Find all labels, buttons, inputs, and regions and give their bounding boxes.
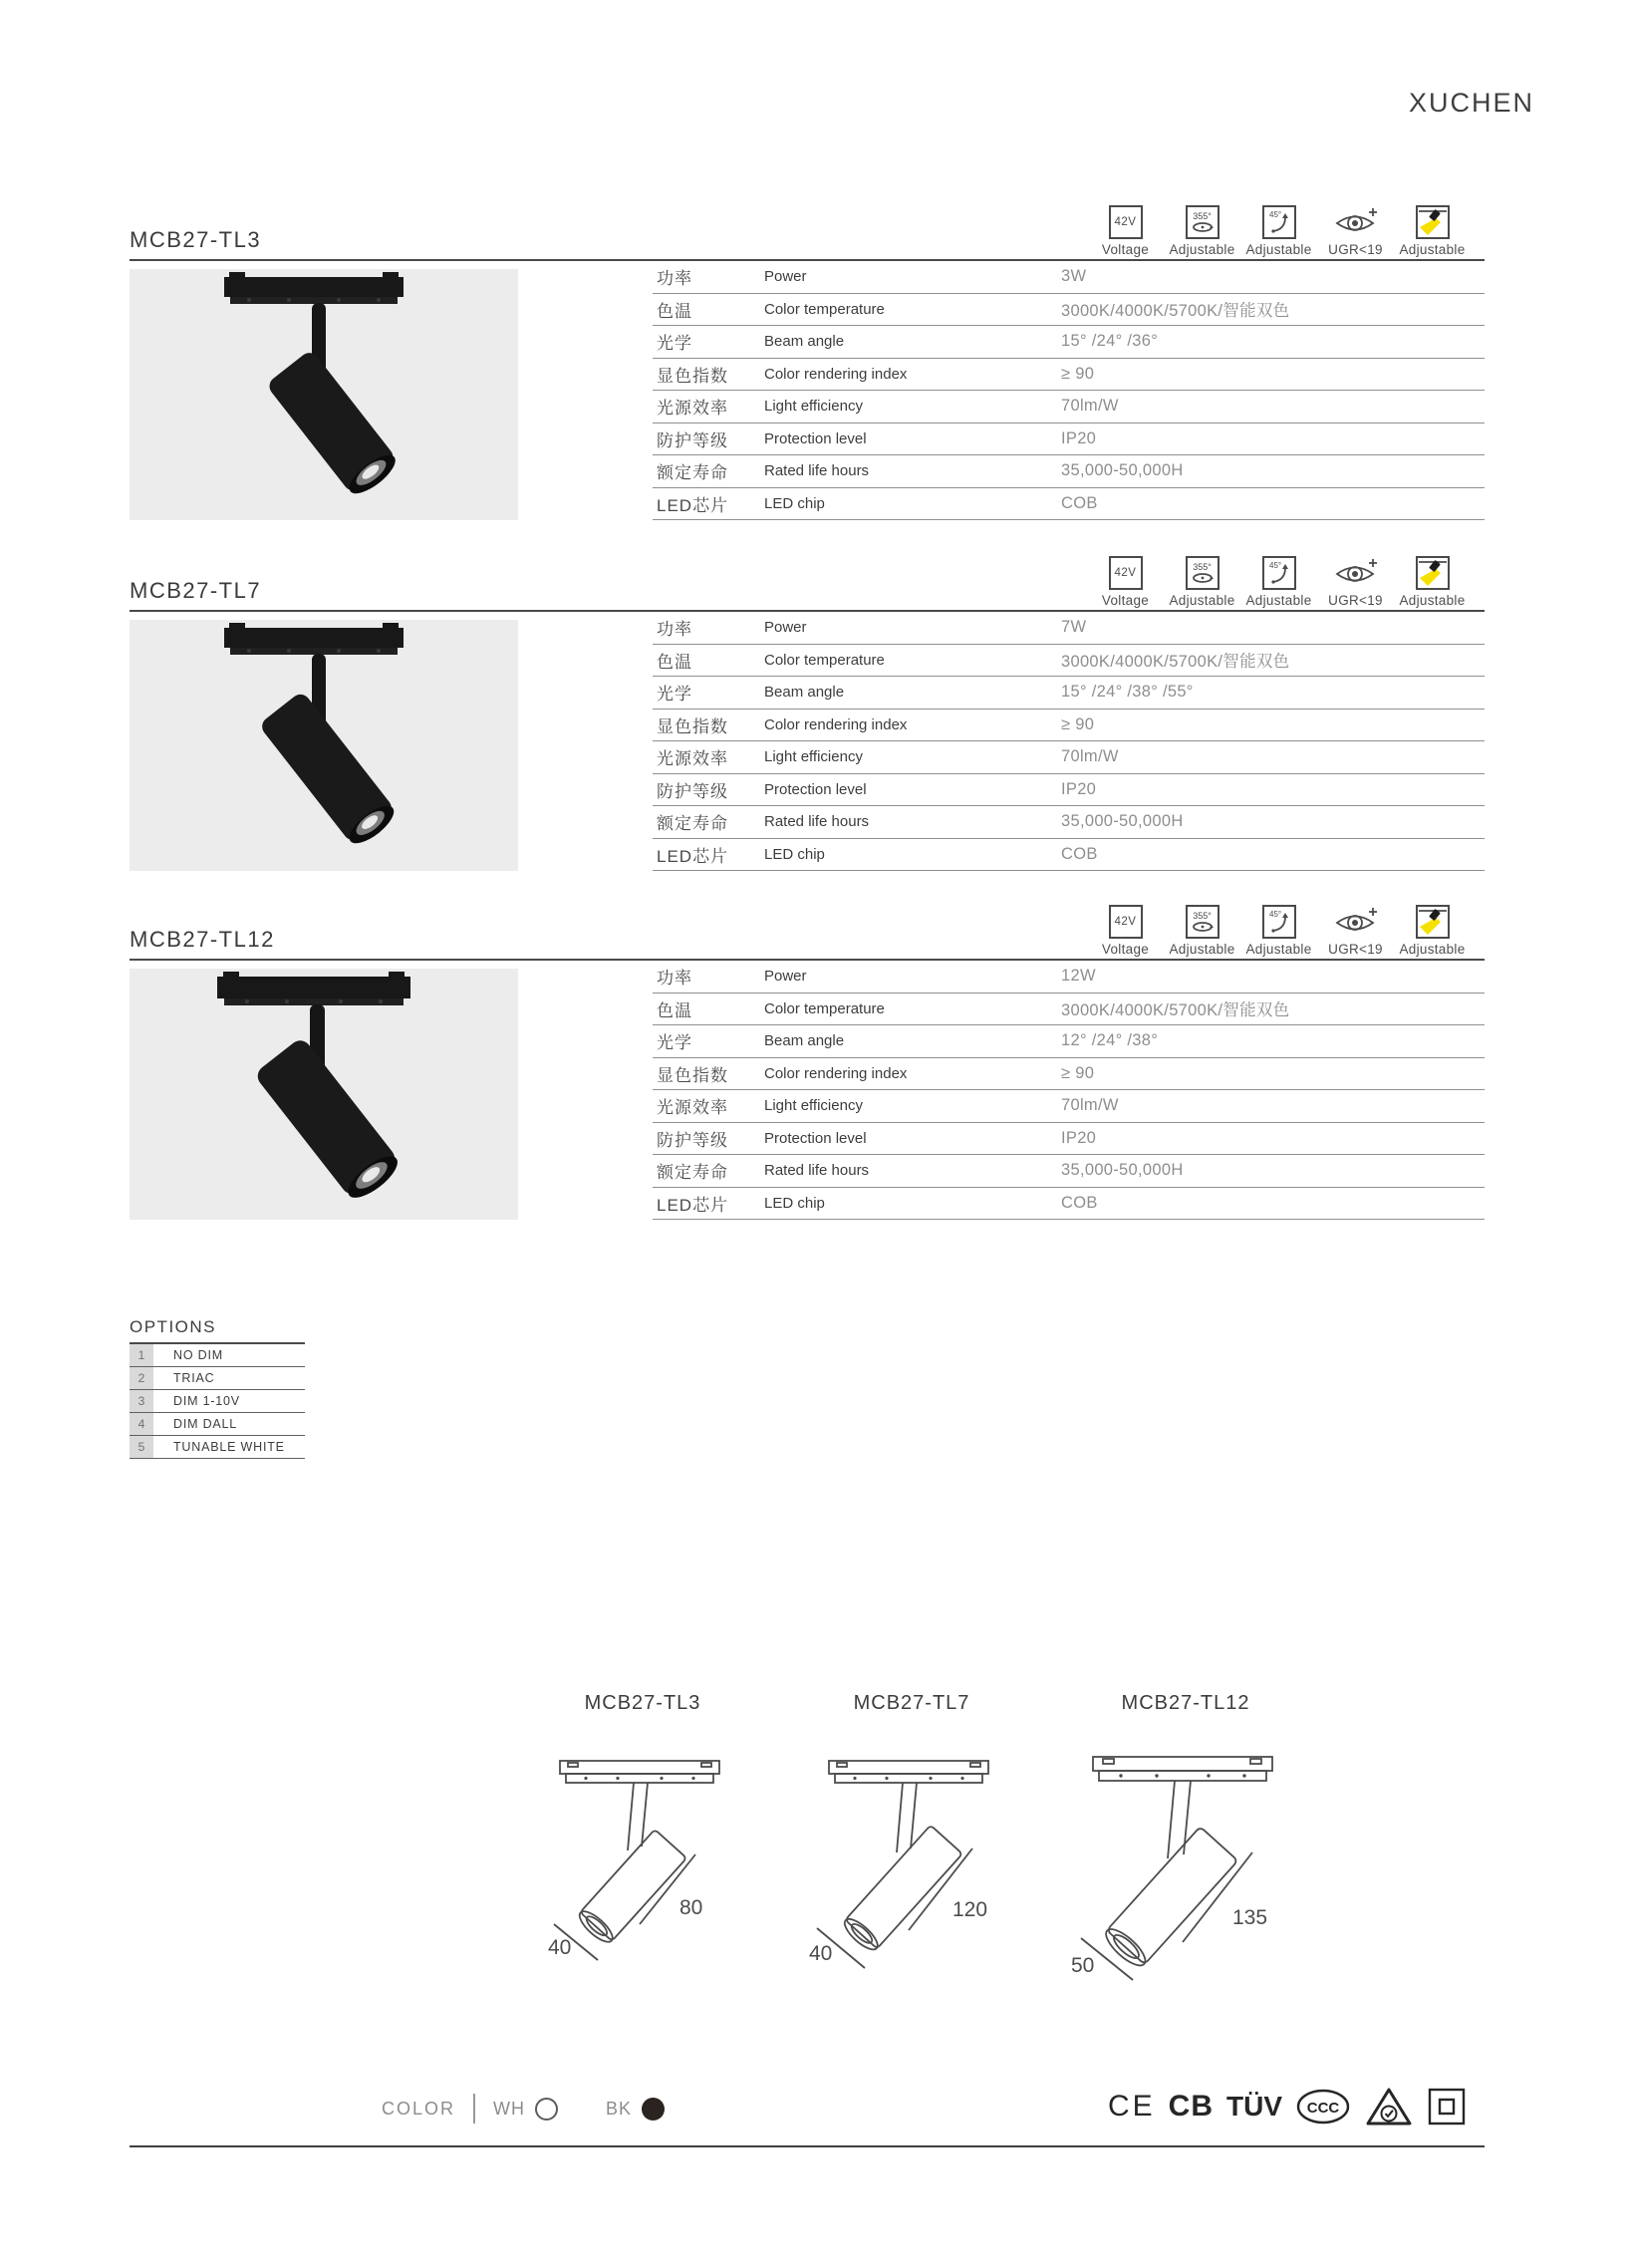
rotate-adjustable-badge	[1164, 556, 1240, 608]
voltage-badge	[1087, 205, 1164, 257]
section-header	[130, 195, 1485, 259]
label-en: Light efficiency	[764, 1097, 863, 1115]
label-zh: 色温	[657, 301, 692, 321]
feature-badges	[1087, 205, 1471, 257]
spec-row	[653, 806, 1485, 839]
tilt-icon	[1262, 205, 1296, 239]
label-zh: 额定寿命	[657, 814, 728, 834]
spec-row	[653, 455, 1485, 488]
spec-row	[653, 488, 1485, 521]
spec-row	[653, 677, 1485, 709]
label-zh: 额定寿命	[657, 463, 728, 483]
voltage-badge	[1087, 905, 1164, 957]
option-label: DIM DALL	[173, 1417, 238, 1431]
diameter-dim: 40	[548, 1936, 572, 1959]
spec-value: 70lm/W	[1061, 397, 1119, 416]
label-en: LED chip	[764, 494, 825, 512]
white-swatch	[535, 2098, 558, 2121]
label-en: Beam angle	[764, 1032, 845, 1050]
class2-insulation-mark	[1427, 2087, 1467, 2126]
option-label: DIM 1-10V	[173, 1394, 240, 1408]
tilt-adjustable-badge	[1240, 905, 1317, 957]
tuv-mark: TÜV	[1226, 2091, 1282, 2122]
label-zh: 色温	[657, 652, 692, 672]
label-zh: 防护等级	[657, 430, 728, 450]
certification-logos	[1108, 2083, 1467, 2130]
tilt-adjustable-badge	[1240, 205, 1317, 257]
spec-value: IP20	[1061, 779, 1097, 798]
label-en: Color temperature	[764, 999, 885, 1017]
eye-icon	[1334, 205, 1378, 239]
spec-row	[653, 741, 1485, 774]
badge-label: Adjustable	[1245, 242, 1312, 257]
section-body	[130, 259, 1485, 520]
line-drawing	[797, 1729, 1026, 1978]
white-label: WH	[493, 2098, 526, 2119]
badge-label: Adjustable	[1169, 242, 1235, 257]
label-zh: 额定寿命	[657, 1163, 728, 1183]
dimension-drawings	[528, 1692, 1335, 2031]
badge-label: UGR<19	[1328, 593, 1383, 608]
spec-value: 3W	[1061, 267, 1087, 286]
product-photo	[130, 269, 518, 520]
footer-rule	[130, 2145, 1485, 2147]
voltage-icon: 42V	[1109, 556, 1143, 590]
spec-value: 15° /24° /36°	[1061, 332, 1159, 351]
label-en: Protection level	[764, 1129, 867, 1147]
product-model-title: MCB27-TL3	[130, 227, 262, 252]
spec-row	[653, 326, 1485, 359]
label-en: Color rendering index	[764, 365, 908, 383]
option-label: TRIAC	[173, 1371, 215, 1385]
spec-row	[653, 1188, 1485, 1221]
black-swatch	[642, 2098, 665, 2121]
dimension-figure-tl3	[528, 1692, 757, 1983]
label-zh: 光源效率	[657, 399, 728, 419]
label-en: Power	[764, 268, 807, 286]
spec-value: ≥ 90	[1061, 1063, 1095, 1082]
label-zh: 显色指数	[657, 716, 728, 736]
product-model-title: MCB27-TL7	[130, 578, 262, 603]
label-zh: 色温	[657, 1000, 692, 1020]
feature-badges	[1087, 905, 1471, 957]
spec-value: ≥ 90	[1061, 364, 1095, 383]
option-row	[130, 1390, 305, 1413]
option-row	[130, 1413, 305, 1436]
rotate-icon: 355°	[1186, 205, 1220, 239]
badge-label: UGR<19	[1328, 942, 1383, 957]
brand-logo: XUCHEN	[1408, 88, 1534, 118]
feature-badges	[1087, 556, 1471, 608]
section-header	[130, 895, 1485, 959]
black-label: BK	[606, 2098, 633, 2119]
product-photo	[130, 620, 518, 871]
option-number: 4	[130, 1413, 153, 1435]
spec-value: 7W	[1061, 618, 1087, 637]
label-zh: 功率	[657, 969, 692, 989]
tilt-icon	[1262, 905, 1296, 939]
option-number: 5	[130, 1436, 153, 1458]
color-options-bar	[382, 2089, 665, 2128]
spec-value: 70lm/W	[1061, 1096, 1119, 1115]
rotate-icon: 355°	[1186, 556, 1220, 590]
label-en: Light efficiency	[764, 748, 863, 766]
label-en: Beam angle	[764, 684, 845, 702]
tilt-icon	[1262, 556, 1296, 590]
label-zh: LED芯片	[657, 846, 729, 866]
diameter-dim: 40	[809, 1942, 833, 1965]
label-zh: 光源效率	[657, 749, 728, 769]
section-header	[130, 546, 1485, 610]
label-zh: 防护等级	[657, 1130, 728, 1150]
badge-label: Adjustable	[1169, 942, 1235, 957]
spec-row	[653, 391, 1485, 424]
rotate-adjustable-badge	[1164, 905, 1240, 957]
option-number: 1	[130, 1344, 153, 1366]
label-zh: 功率	[657, 269, 692, 289]
voltage-badge	[1087, 556, 1164, 608]
spec-table	[653, 612, 1485, 871]
option-label: TUNABLE WHITE	[173, 1440, 285, 1454]
spec-row	[653, 1058, 1485, 1091]
label-en: Color rendering index	[764, 715, 908, 733]
line-drawing	[1061, 1729, 1310, 1988]
product-model-title: MCB27-TL12	[130, 927, 275, 952]
spec-row	[653, 424, 1485, 456]
spec-table	[653, 961, 1485, 1220]
spec-table	[653, 261, 1485, 520]
product-section-tl3	[130, 195, 1485, 520]
badge-label: Adjustable	[1399, 593, 1466, 608]
line-drawing	[528, 1729, 757, 1978]
spec-value: 3000K/4000K/5700K/智能双色	[1061, 302, 1290, 321]
badge-label: Voltage	[1101, 942, 1150, 957]
spec-value: IP20	[1061, 1128, 1097, 1147]
spec-value: IP20	[1061, 428, 1097, 447]
label-en: Protection level	[764, 780, 867, 798]
badge-label: Adjustable	[1245, 593, 1312, 608]
svg-text:CCC: CCC	[1306, 2100, 1340, 2117]
label-zh: LED芯片	[657, 495, 729, 515]
svg-text:45°: 45°	[1268, 210, 1281, 219]
ugr-badge	[1317, 556, 1394, 608]
spec-value: 35,000-50,000H	[1061, 812, 1184, 831]
product-photo	[130, 969, 518, 1220]
length-dim: 80	[679, 1896, 703, 1919]
badge-label: Voltage	[1101, 242, 1150, 257]
length-dim: 135	[1232, 1906, 1268, 1929]
spec-value: COB	[1061, 1193, 1098, 1212]
divider	[473, 2094, 475, 2124]
label-en: Beam angle	[764, 333, 845, 351]
option-row	[130, 1344, 305, 1367]
options-title: OPTIONS	[130, 1317, 305, 1344]
label-zh: 光学	[657, 685, 692, 705]
rcm-mark	[1364, 2086, 1414, 2127]
badge-label: Adjustable	[1399, 242, 1466, 257]
spotlight-icon	[1416, 556, 1450, 590]
spec-row	[653, 261, 1485, 294]
eye-icon	[1334, 905, 1378, 939]
spec-value: 3000K/4000K/5700K/智能双色	[1061, 1001, 1290, 1020]
spec-row	[653, 294, 1485, 327]
spec-row	[653, 359, 1485, 392]
label-en: Protection level	[764, 429, 867, 447]
label-en: Light efficiency	[764, 398, 863, 416]
rotate-icon: 355°	[1186, 905, 1220, 939]
label-en: LED chip	[764, 1194, 825, 1212]
voltage-icon: 42V	[1109, 905, 1143, 939]
spec-row	[653, 645, 1485, 678]
option-row	[130, 1436, 305, 1459]
label-en: Power	[764, 619, 807, 637]
dimension-figure-tl12	[1061, 1692, 1310, 1993]
label-en: Rated life hours	[764, 462, 870, 480]
label-en: Color rendering index	[764, 1064, 908, 1082]
spec-value: 35,000-50,000H	[1061, 1161, 1184, 1180]
figure-title: MCB27-TL3	[584, 1692, 701, 1714]
spec-value: 70lm/W	[1061, 747, 1119, 766]
color-option-black	[606, 2098, 665, 2121]
product-section-tl7	[130, 546, 1485, 871]
spec-value: COB	[1061, 493, 1098, 512]
spec-value: 12W	[1061, 967, 1096, 986]
label-zh: 光学	[657, 334, 692, 354]
spec-row	[653, 1090, 1485, 1123]
label-zh: 防护等级	[657, 781, 728, 801]
beam-adjustable-badge	[1394, 556, 1471, 608]
ugr-badge	[1317, 205, 1394, 257]
ugr-badge	[1317, 905, 1394, 957]
label-zh: 显色指数	[657, 366, 728, 386]
label-zh: 光源效率	[657, 1098, 728, 1118]
label-en: Color temperature	[764, 300, 885, 318]
badge-label: Voltage	[1101, 593, 1150, 608]
spec-row	[653, 1155, 1485, 1188]
svg-text:45°: 45°	[1268, 910, 1281, 919]
spec-value: 15° /24° /38° /55°	[1061, 683, 1194, 702]
beam-adjustable-badge	[1394, 205, 1471, 257]
spec-row	[653, 1025, 1485, 1058]
dimension-figure-tl7	[797, 1692, 1026, 1983]
options-table	[130, 1317, 305, 1459]
spec-row	[653, 1123, 1485, 1156]
beam-adjustable-badge	[1394, 905, 1471, 957]
option-label: NO DIM	[173, 1348, 223, 1362]
figure-title: MCB27-TL12	[1121, 1692, 1250, 1714]
option-number: 2	[130, 1367, 153, 1389]
spec-value: 3000K/4000K/5700K/智能双色	[1061, 653, 1290, 672]
label-en: Power	[764, 968, 807, 986]
label-en: Color temperature	[764, 651, 885, 669]
label-zh: LED芯片	[657, 1195, 729, 1215]
label-en: Rated life hours	[764, 1162, 870, 1180]
badge-label: UGR<19	[1328, 242, 1383, 257]
badge-label: Adjustable	[1245, 942, 1312, 957]
label-en: Rated life hours	[764, 813, 870, 831]
eye-icon	[1334, 556, 1378, 590]
spec-value: 12° /24° /38°	[1061, 1031, 1159, 1050]
ccc-mark	[1295, 2088, 1351, 2126]
section-body	[130, 959, 1485, 1220]
color-option-white	[493, 2098, 558, 2121]
spec-row	[653, 839, 1485, 872]
cb-mark: CB	[1168, 2090, 1214, 2123]
spec-row	[653, 612, 1485, 645]
label-zh: 显色指数	[657, 1065, 728, 1085]
voltage-icon: 42V	[1109, 205, 1143, 239]
label-zh: 光学	[657, 1033, 692, 1053]
spotlight-icon	[1416, 205, 1450, 239]
figure-title: MCB27-TL7	[853, 1692, 970, 1714]
label-zh: 功率	[657, 620, 692, 640]
spec-row	[653, 709, 1485, 742]
diameter-dim: 50	[1071, 1954, 1095, 1977]
option-number: 3	[130, 1390, 153, 1412]
spec-value: COB	[1061, 844, 1098, 863]
color-label: COLOR	[382, 2098, 456, 2119]
tilt-adjustable-badge	[1240, 556, 1317, 608]
spec-row	[653, 961, 1485, 993]
section-body	[130, 610, 1485, 871]
length-dim: 120	[952, 1898, 988, 1921]
spec-row	[653, 993, 1485, 1026]
ce-mark: CE	[1107, 2090, 1156, 2123]
spec-value: ≥ 90	[1061, 714, 1095, 733]
label-en: LED chip	[764, 845, 825, 863]
badge-label: Adjustable	[1169, 593, 1235, 608]
svg-text:45°: 45°	[1268, 561, 1281, 570]
spec-row	[653, 774, 1485, 807]
spec-value: 35,000-50,000H	[1061, 461, 1184, 480]
spotlight-icon	[1416, 905, 1450, 939]
product-section-tl12	[130, 895, 1485, 1220]
badge-label: Adjustable	[1399, 942, 1466, 957]
option-row	[130, 1367, 305, 1390]
rotate-adjustable-badge	[1164, 205, 1240, 257]
